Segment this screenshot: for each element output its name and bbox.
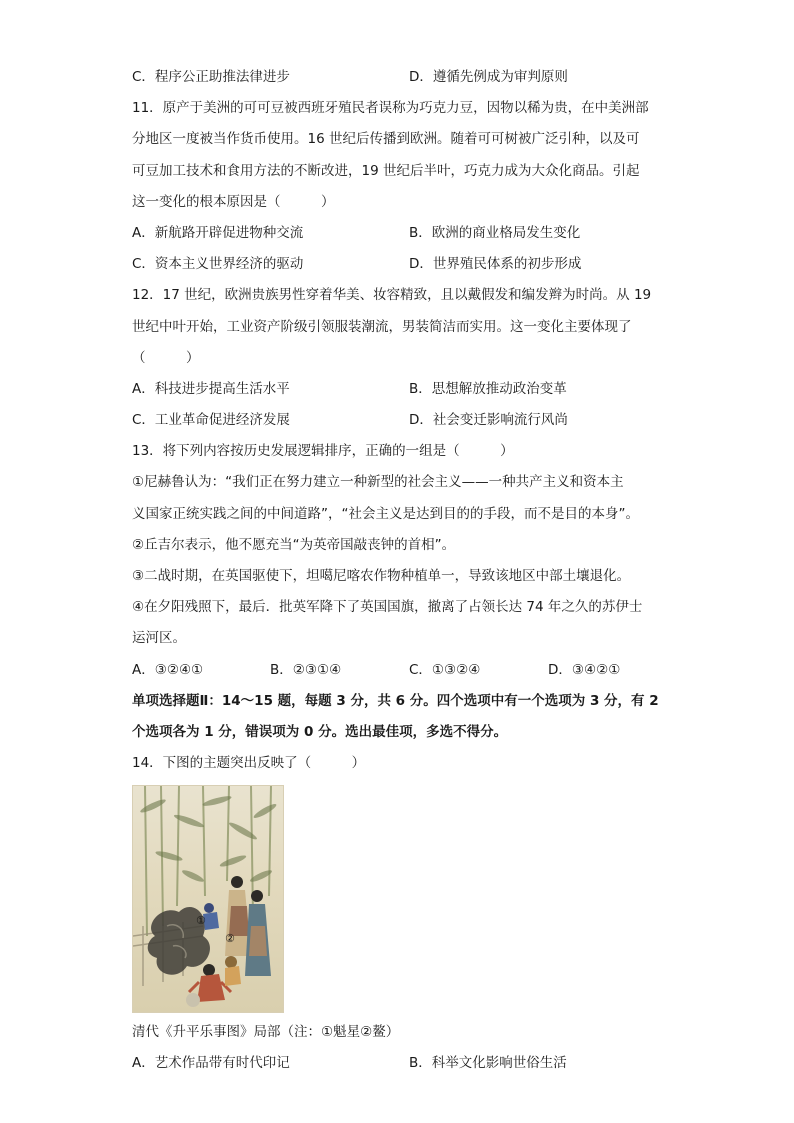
option-d: D．③④②①: [548, 661, 621, 678]
question-13-item-4b: 运河区。: [132, 630, 186, 647]
question-12-options-ab: [132, 374, 662, 405]
option-a: A．科技进步提高生活水平: [132, 380, 290, 397]
question-13-stem: 13．将下列内容按历史发展逻辑排序，正确的一组是（ ）: [132, 443, 514, 460]
question-12: [132, 280, 662, 436]
marker-2: ②: [225, 932, 235, 946]
figure-caption: 清代《升平乐事图》局部（注：①魁星②鳌）: [132, 1024, 400, 1041]
question-11-line-1: 11．原产于美洲的可可豆被西班牙殖民者误称为巧克力豆，因物以稀为贵，在中美洲部: [132, 100, 649, 117]
exam-page: [132, 62, 662, 1080]
option-a: A．③②④①: [132, 661, 204, 678]
question-11-line-2: 分地区一度被当作货币使用。16 世纪后传播到欧洲。随着可可树被广泛引种，以及可: [132, 131, 640, 148]
question-13-item-1b: 义国家正统实践之间的中间道路”，“社会主义是达到目的的手段，而不是目的本身”。: [132, 505, 639, 522]
option-c: C．①③②④: [409, 661, 481, 678]
question-11: [132, 93, 662, 280]
question-11-options-ab: [132, 218, 662, 249]
question-13-item-2: ②丘吉尔表示，他不愿充当“为英帝国敲丧钟的首相”。: [132, 536, 456, 553]
prev-question-options-cd: [132, 62, 662, 93]
painting-figure: [132, 785, 284, 1013]
option-b: B．②③①④: [270, 661, 342, 678]
question-11-options-cd: [132, 249, 662, 280]
option-a: A．艺术作品带有时代印记: [132, 1055, 290, 1072]
option-d: D．世界殖民体系的初步形成: [409, 256, 582, 273]
question-12-line-2: 世纪中叶开始，工业资产阶级引领服装潮流，男装简洁而实用。这一变化主要体现了: [132, 318, 632, 335]
option-d: D．社会变迁影响流行风尚: [409, 412, 568, 429]
question-13: [132, 436, 662, 686]
option-c: C．资本主义世界经济的驱动: [132, 256, 304, 273]
option-a: A．新航路开辟促进物种交流: [132, 224, 304, 241]
section-2-line-1: 单项选择题Ⅱ：14～15 题，每题 3 分，共 6 分。四个选项中有一个选项为 3 分，有 2: [132, 692, 659, 709]
option-c: C．工业革命促进经济发展: [132, 412, 290, 429]
option-c: C．程序公正助推法律进步: [132, 69, 290, 85]
option-b: B．科举文化影响世俗生活: [409, 1055, 567, 1072]
option-b: B．思想解放推动政治变革: [409, 380, 567, 397]
question-12-line-1: 12．17 世纪，欧洲贵族男性穿着华美、妆容精致，且以戴假发和编发辫为时尚。从 19: [132, 287, 652, 304]
question-12-options-cd: [132, 405, 662, 436]
option-d: D．遵循先例成为审判原则: [409, 69, 568, 85]
question-13-item-4a: ④在夕阳残照下，最后．批英军降下了英国国旗，撤离了占领长达 74 年之久的苏伊士: [132, 599, 643, 616]
question-14-options-ab: [132, 1048, 662, 1079]
question-11-line-4: 这一变化的根本原因是（ ）: [132, 193, 335, 210]
question-13-item-1a: ①尼赫鲁认为：“我们正在努力建立一种新型的社会主义——一种共产主义和资本主: [132, 474, 624, 491]
section-2-instructions: [132, 686, 662, 748]
option-b: B．欧洲的商业格局发生变化: [409, 224, 581, 241]
section-2-line-2: 个选项各为 1 分，错误项为 0 分。选出最佳项，多选不得分。: [132, 723, 508, 740]
question-11-line-3: 可豆加工技术和食用方法的不断改进，19 世纪后半叶，巧克力成为大众化商品。引起: [132, 162, 640, 179]
question-14: [132, 748, 662, 1079]
question-12-line-3: （ ）: [132, 349, 200, 366]
painting-illustration: [133, 786, 283, 1012]
question-14-stem: 14．下图的主题突出反映了（ ）: [132, 755, 366, 772]
question-13-options: [132, 655, 662, 686]
question-13-item-3: ③二战时期，在英国驱使下，坦噶尼喀农作物种植单一，导致该地区中部土壤退化。: [132, 568, 631, 584]
marker-1: ①: [196, 914, 206, 928]
